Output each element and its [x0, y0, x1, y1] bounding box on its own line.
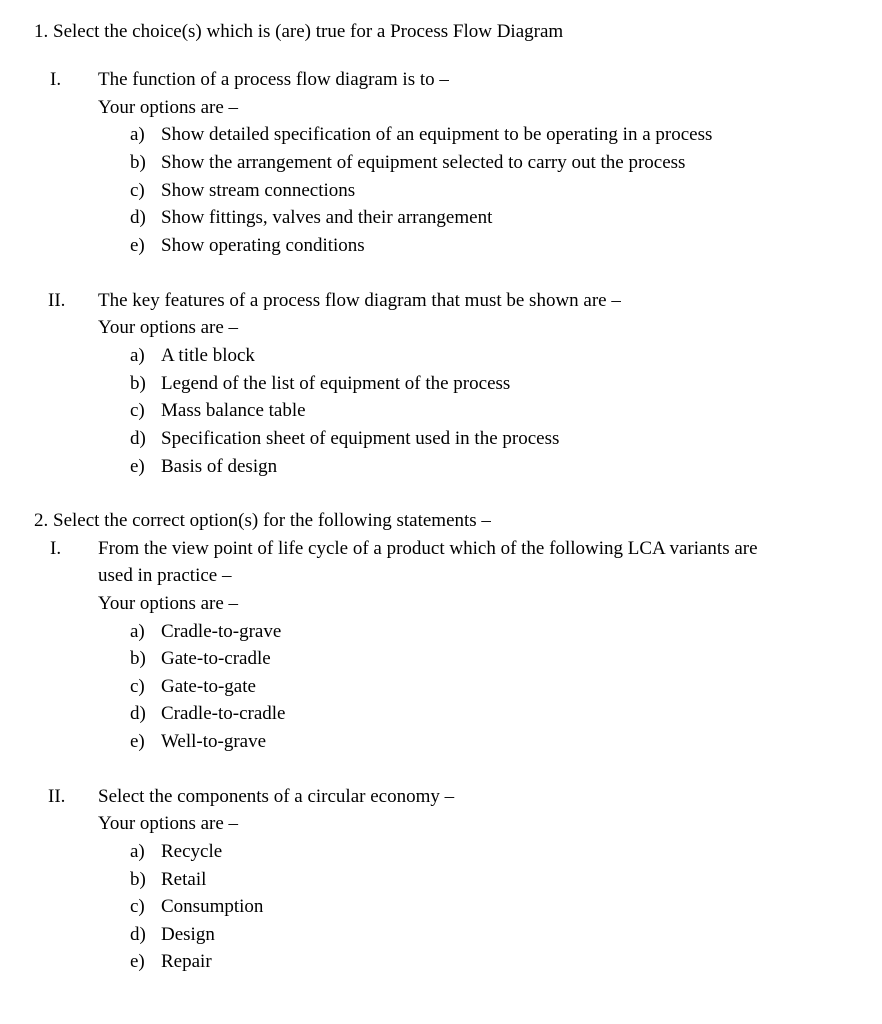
q2-part-2-stem: Select the components of a circular economy – — [98, 786, 455, 807]
q2-part-1-option-a-letter: a) — [130, 621, 145, 642]
q2-part-1-option-c-text: Gate-to-gate — [161, 676, 256, 697]
q2-part-2-numeral: II. — [48, 786, 66, 807]
q2-part-2-options-intro: Your options are – — [98, 813, 239, 834]
q2-part-1-option-c-letter: c) — [130, 676, 145, 697]
q1-part-2-stem: The key features of a process flow diagram that must be shown are – — [98, 290, 621, 311]
q1-part-2-option-c-letter: c) — [130, 400, 145, 421]
q1-part-1-option-c-letter: c) — [130, 180, 145, 201]
q1-part-1-options-intro: Your options are – — [98, 97, 239, 118]
q2-part-1-option-d-text: Cradle-to-cradle — [161, 703, 286, 724]
q1-part-1-option-a-text: Show detailed specification of an equipment to be operating in a process — [161, 124, 713, 145]
q1-part-2-option-d-text: Specification sheet of equipment used in the process — [161, 428, 560, 449]
q2-part-2-option-a-text: Recycle — [161, 841, 223, 862]
q2-part-1-option-e-letter: e) — [130, 731, 145, 752]
q2-part-2-option-b-text: Retail — [161, 869, 207, 890]
q1-part-1-option-b-letter: b) — [130, 152, 146, 173]
q2-part-1-option-a-text: Cradle-to-grave — [161, 621, 282, 642]
q2-part-1-option-d-letter: d) — [130, 703, 146, 724]
q1-part-1-option-e-text: Show operating conditions — [161, 235, 365, 256]
q2-part-2-option-e-text: Repair — [161, 951, 212, 972]
q2-part-1-stem-line-2: used in practice – — [98, 565, 232, 586]
q2-part-2-option-b-letter: b) — [130, 869, 146, 890]
q2-part-1-option-e-text: Well-to-grave — [161, 731, 267, 752]
q1-part-2-option-a-letter: a) — [130, 345, 145, 366]
q1-part-1-option-a-letter: a) — [130, 124, 145, 145]
q1-part-1-option-c-text: Show stream connections — [161, 180, 356, 201]
q1-part-2-numeral: II. — [48, 290, 66, 311]
q1-part-1-option-e-letter: e) — [130, 235, 145, 256]
q1-part-2-option-a-text: A title block — [161, 345, 255, 366]
q1-part-1-stem: The function of a process flow diagram is to – — [98, 69, 449, 90]
q1-part-2-option-e-text: Basis of design — [161, 456, 278, 477]
q2-part-2-option-a-letter: a) — [130, 841, 145, 862]
q1-part-1-option-d-text: Show fittings, valves and their arrangement — [161, 207, 493, 228]
q1-part-2-option-d-letter: d) — [130, 428, 146, 449]
q2-part-2-option-d-letter: d) — [130, 924, 146, 945]
q2-part-2-option-d-text: Design — [161, 924, 215, 945]
q1-part-2-options-intro: Your options are – — [98, 317, 239, 338]
q1-part-1-option-d-letter: d) — [130, 207, 146, 228]
q2-part-2-option-e-letter: e) — [130, 951, 145, 972]
q1-part-2-option-b-text: Legend of the list of equipment of the process — [161, 373, 511, 394]
q1-part-1-option-b-text: Show the arrangement of equipment selected to carry out the process — [161, 152, 686, 173]
q2-part-2-option-c-text: Consumption — [161, 896, 264, 917]
q2-part-1-stem-line-1: From the view point of life cycle of a product which of the following LCA variants are — [98, 538, 758, 559]
q1-part-2-option-e-letter: e) — [130, 456, 145, 477]
q1-part-1-numeral: I. — [50, 69, 62, 90]
question-2-title: 2. Select the correct option(s) for the following statements – — [34, 510, 491, 531]
q2-part-1-option-b-text: Gate-to-cradle — [161, 648, 271, 669]
q2-part-1-options-intro: Your options are – — [98, 593, 239, 614]
q2-part-1-numeral: I. — [50, 538, 62, 559]
question-1-title: 1. Select the choice(s) which is (are) true for a Process Flow Diagram — [34, 21, 564, 42]
q1-part-2-option-b-letter: b) — [130, 373, 146, 394]
q2-part-1-option-b-letter: b) — [130, 648, 146, 669]
q2-part-2-option-c-letter: c) — [130, 896, 145, 917]
q1-part-2-option-c-text: Mass balance table — [161, 400, 306, 421]
